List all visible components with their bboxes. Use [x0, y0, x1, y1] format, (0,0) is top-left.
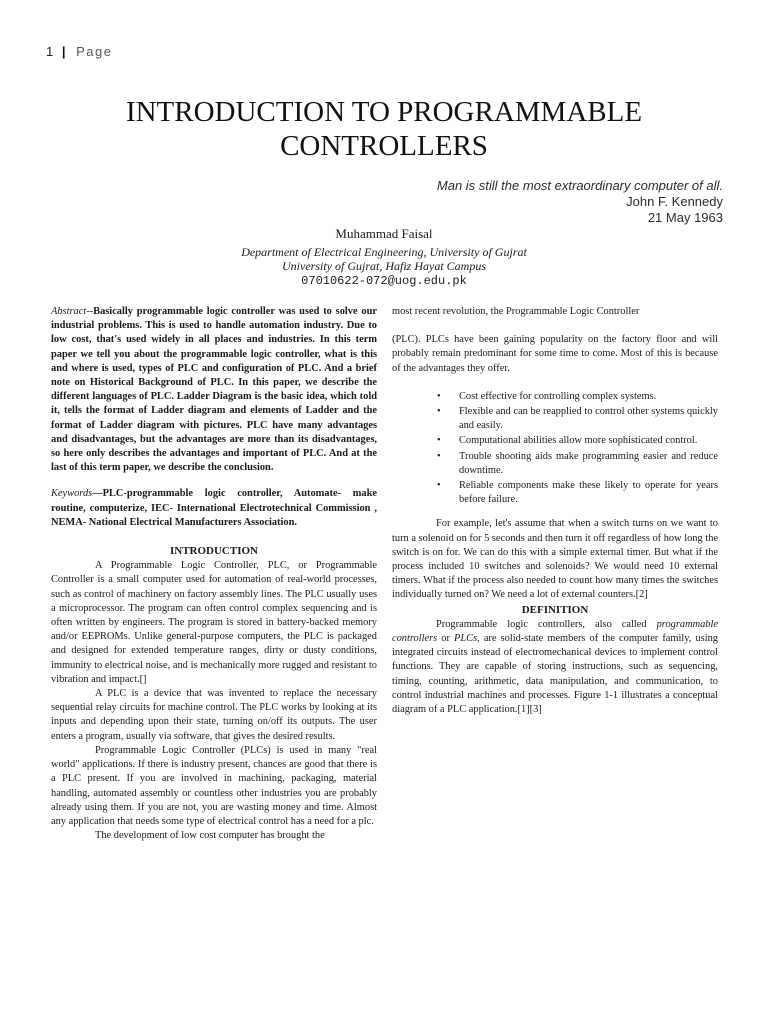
keywords-lead: Keywords	[51, 488, 93, 500]
bullet-icon: •	[437, 406, 441, 418]
bullet-icon: •	[437, 435, 441, 447]
definition-paragraph: Programmable logic controllers, also called programmable controllers or PLCs, are solid-state members of the computer family, using integrated circuits instead of electromechanical devices to implement control functions. They are capable of storing instructions, such as sequencing, timing, counting, arithmetic, data manipulation, and communication, to control industrial machines and processes. Figure 1-1 illustrates a conceptual diagram of a PLC application.[1][3]	[392, 618, 718, 716]
definition-heading: DEFINITION	[521, 603, 589, 616]
bullet-icon: •	[437, 450, 441, 462]
abstract-lead: Abstract--	[51, 306, 94, 317]
list-item: • Flexible and can be reapplied to control other systems quickly and easily.	[437, 406, 718, 432]
page-number: 1	[46, 44, 55, 59]
abstract-text: Basically programmable logic controller was used to solve our industrial problems. This is used to handle automation industry. Due to low cost, that's used widely in all places and industries. In this term paper we tell you about the programmable logic controller, what is this and where is used, types of PLC and configuration of PLC. And a brief note on Historical Background of PLC. In this paper, we describe the different languages of PLC. Ladder Diagram is the basic idea, which told it, tells the format of Ladder diagram and elements of Ladder and the format of Ladder diagram with pictures. PLC have many advantages and disadvantages, but the advantages are more than its disadvantages, so here only describes the advantages and important of PLC. And at the last of this term paper, we describe the conclusion.	[51, 306, 377, 474]
epigraph	[437, 178, 723, 226]
keywords-text: —PLC-programmable logic controller, Automate- make routine, computerize, IEC- International Electrotechnical Commission , NEMA- National Electrical Manufacturers Association.	[51, 488, 377, 528]
right-column	[392, 305, 718, 717]
epigraph-author: John F. Kennedy	[626, 194, 723, 209]
abstract	[51, 305, 377, 475]
page-header	[46, 44, 113, 59]
intro-continuation-1: most recent revolution, the Programmable Logic Controller	[392, 306, 640, 317]
page-separator: |	[61, 44, 67, 59]
intro-paragraph-3: Programmable Logic Controller (PLCs) is used in many "real world" applications. If there is industry present, chances are good that there is a PLC present. If you are involved in machining, packaging, material handling, automated assembly or countless other industries you are probably already using them. If you are not, you are wasting money and time. Almost any application that needs some type of electrical control has a need for a plc.	[51, 744, 377, 827]
intro-continuation-2: (PLC). PLCs have been gaining popularity on the factory floor and will probably remain predominant for some time to come. Most of this is because of the advantages they offer.	[392, 334, 718, 374]
advantages-list	[392, 390, 718, 508]
document-title: INTRODUCTION TO PROGRAMMABLE CONTROLLERS	[125, 96, 643, 162]
intro-paragraph-1: A Programmable Logic Controller, PLC, or Programmable Controller is a small computer used for automation of real-world processes, such as control of machinery on factory assembly lines. The PLC usually uses a microprocessor. The program can often control complex sequencing and is often written by engineers. The program is stored in battery-backed memory and/or EEPROMs. Unlike general-purpose computers, the PLC is packaged and designed for extended temperature ranges, dirty or dusty conditions, immunity to electrical noise, and is mechanically more rugged and resistant to vibration and impact.[]	[51, 560, 377, 685]
introduction-heading: INTRODUCTION	[169, 545, 258, 558]
author-email: 07010622-072@uog.edu.pk	[301, 273, 467, 288]
epigraph-text: Man is still the most extraordinary computer of all.	[436, 178, 723, 193]
author-block	[120, 227, 648, 288]
author-name: Muhammad Faisal	[335, 226, 433, 241]
epigraph-date: 21 May 1963	[647, 210, 723, 225]
list-item: • Reliable components make these likely to operate for years before failure.	[437, 480, 718, 506]
intro-paragraph-4: The development of low cost computer has brought the	[95, 830, 325, 842]
example-paragraph: For example, let's assume that when a switch turns on we want to turn a solenoid on for 5 seconds and then turn it off regardless of how long the switch is on for. We can do this with a simple external timer. But what if the process included 10 switches and solenoids? We would need 10 external timers. What if the process also needed to count how many times the switches individually turned on? We need a lot of external counters.[2]	[392, 518, 718, 601]
bullet-icon: •	[437, 480, 441, 492]
keywords	[51, 487, 377, 530]
list-item: • Cost effective for controlling complex systems.	[459, 390, 718, 404]
author-campus: University of Gujrat, Hafiz Hayat Campus	[282, 259, 486, 273]
left-column	[51, 305, 377, 843]
bullet-icon: •	[437, 390, 441, 402]
page-label: Page	[76, 44, 113, 59]
author-department: Department of Electrical Engineering, University of Gujrat	[241, 244, 527, 259]
list-item: • Trouble shooting aids make programming easier and reduce downtime.	[437, 450, 718, 476]
intro-paragraph-2: A PLC is a device that was invented to replace the necessary sequential relay circuits for machine control. The PLC works by looking at its inputs and depending upon their state, turning on/off its outputs. The user enters a program, usually via software, that gives the desired results.	[51, 688, 377, 742]
list-item: • Computational abilities allow more sophisticated control.	[459, 434, 718, 448]
